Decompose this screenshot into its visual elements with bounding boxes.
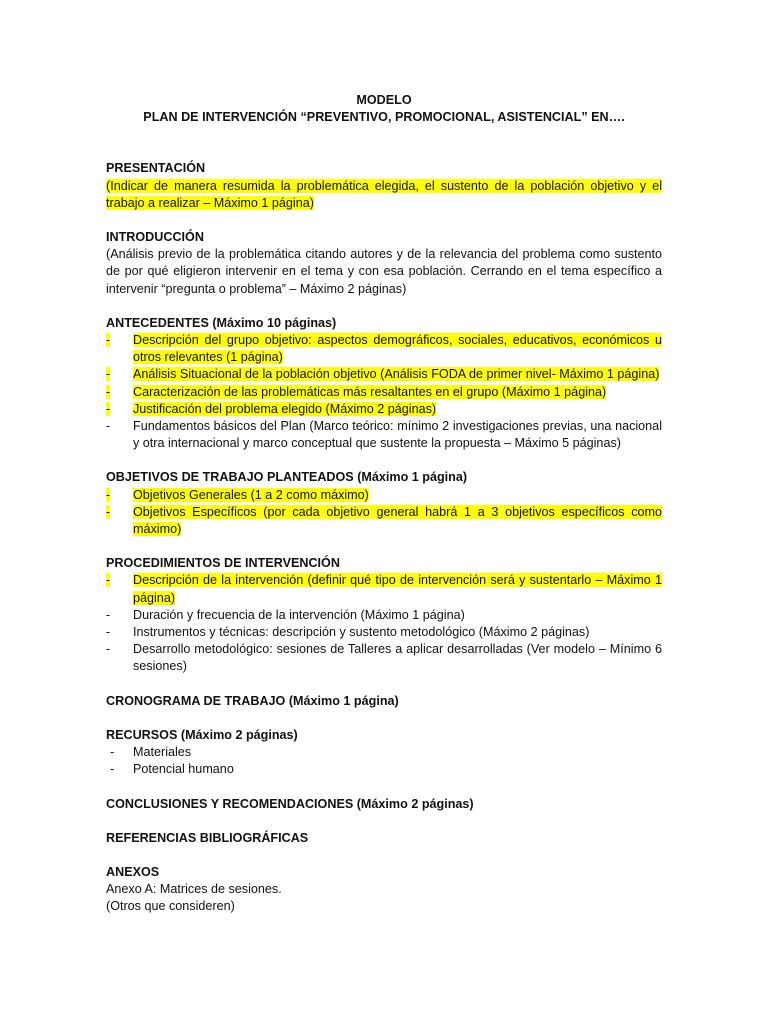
list-item: - Caracterización de las problemáticas más resaltantes en el grupo (Máximo 1 página) bbox=[106, 384, 607, 399]
section-cronograma-title: CRONOGRAMA DE TRABAJO (Máximo 1 página) bbox=[106, 693, 399, 708]
presentacion-highlight: (Indicar de manera resumida la problemática elegida, el sustento de la población objetivo y el trabajo a realizar – Máximo 1 página) bbox=[106, 178, 662, 210]
section-presentacion-title: PRESENTACIÓN bbox=[106, 161, 206, 176]
list-item: - Potencial humano bbox=[110, 762, 234, 777]
list-item: - Materiales bbox=[110, 745, 192, 760]
section-recursos-title: RECURSOS (Máximo 2 páginas) bbox=[106, 727, 298, 742]
section-objetivos-title: OBJETIVOS DE TRABAJO PLANTEADOS (Máximo 1 página) bbox=[106, 470, 468, 485]
doc-title-plan: PLAN DE INTERVENCIÓN “PREVENTIVO, PROMOCIONAL, ASISTENCIAL” EN…. bbox=[143, 110, 625, 125]
anexos-line-1: Anexo A: Matrices de sesiones. bbox=[106, 882, 282, 897]
list-item: - Justificación del problema elegido (Máximo 2 páginas) bbox=[106, 401, 437, 416]
section-anexos-title: ANEXOS bbox=[106, 864, 160, 879]
section-referencias-title: REFERENCIAS BIBLIOGRÁFICAS bbox=[106, 830, 309, 845]
list-item: - Desarrollo metodológico: sesiones de Talleres a aplicar desarrolladas (Ver modelo – Mínimo 6 sesiones) bbox=[106, 642, 662, 674]
list-item: - Instrumentos y técnicas: descripción y sustento metodológico (Máximo 2 páginas) bbox=[106, 625, 590, 640]
section-procedimientos-title: PROCEDIMIENTOS DE INTERVENCIÓN bbox=[106, 556, 340, 571]
list-item: - Análisis Situacional de la población objetivo (Análisis FODA de primer nivel- Máximo 1 página) bbox=[106, 367, 660, 382]
section-introduccion-text: (Análisis previo de la problemática citando autores y de la relevancia del problema como sustento de por qué eligieron intervenir en el tema y con esa población. Cerrando en el tema específico a intervenir “pregunta o problema” – Máximo 2 páginas) bbox=[106, 247, 662, 296]
section-presentacion-text bbox=[106, 178, 662, 212]
document-content bbox=[106, 92, 662, 916]
section-introduccion-title: INTRODUCCIÓN bbox=[106, 230, 204, 245]
section-antecedentes-title: ANTECEDENTES (Máximo 10 páginas) bbox=[106, 315, 337, 330]
anexos-line-2: (Otros que consideren) bbox=[106, 899, 235, 914]
list-item: - Objetivos Generales (1 a 2 como máximo) bbox=[106, 487, 369, 502]
list-item: - Fundamentos básicos del Plan (Marco teórico: mínimo 2 investigaciones previas, una nacional y otra internacional y marco conceptual que sustente la propuesta – Máximo 5 páginas) bbox=[106, 419, 662, 451]
list-item: - Duración y frecuencia de la intervención (Máximo 1 página) bbox=[106, 607, 465, 622]
list-item: - Descripción del grupo objetivo: aspectos demográficos, sociales, educativos, económicos u otros relevantes (1 página) bbox=[106, 333, 662, 365]
list-item: - Descripción de la intervención (definir qué tipo de intervención será y sustentarlo – Máximo 1 página) bbox=[106, 573, 662, 605]
section-conclusiones-title: CONCLUSIONES Y RECOMENDACIONES (Máximo 2 páginas) bbox=[106, 796, 474, 811]
list-item: - Objetivos Específicos (por cada objetivo general habrá 1 a 3 objetivos específicos como máximo) bbox=[106, 504, 662, 537]
doc-title-modelo: MODELO bbox=[356, 93, 412, 107]
